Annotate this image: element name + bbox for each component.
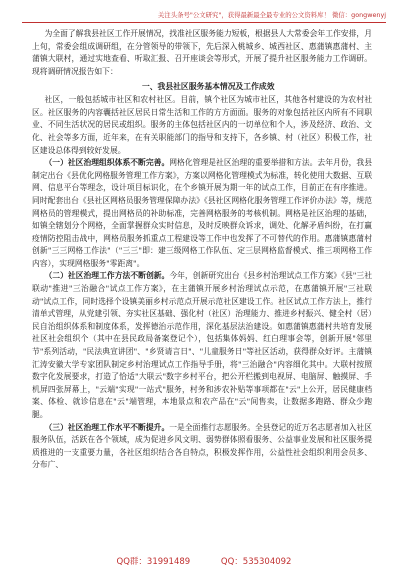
page-footer (0, 555, 408, 567)
header-rule (22, 22, 386, 23)
intro-paragraph: 为全面了解我县社区工作开展情况，找准社区服务能力短板，根据县人大常委会年工作安排，月上旬，常委会组成调研组，在分管领导的带领下，先后深入桃城乡、城西社区、惠蒲镇惠蒲村、主蒲镇大联村，通过实地查看、听取汇报、召开座谈会等形式，开展了提升社区服务能力工作调研。现将调研情况报告如下： (32, 29, 372, 76)
item3-text: 一是全面推行志愿服务。全县登记的近万名志愿者加入社区服务队伍，活跃在各个领域，成为促进乡风文明、弱势群体照看服务、公益事业发展和社区服务提质推进的一支重要力量，各社区组织结合各自特点，积极发挥作用，公益性社会组织利用会员多、分布广、 (32, 422, 373, 470)
section-heading-1: 一、我县社区服务基本情况及工作成效 (141, 82, 275, 92)
item1-paragraph (32, 157, 372, 270)
item2-paragraph (32, 270, 372, 421)
footer-qq-group: QQ群：31991489 (116, 557, 191, 567)
item2-lead: （二）社区治理工作方法不断创新。 (44, 271, 170, 281)
item1-text: 网格化管理是社区治理的重要举措和方法。去年月份，我县制定出台《县优化网格服务管理工作方案》，方案以网格化管理模式为标准，转化使用大数据、互联网、信息平台等理念，设计项目标识化，在个乡镇开展为期一年的试点工作，目前正在有序推进。同时配套出台《县社区网格员服务管理保障办法》《县社区网格化服务管理工作评价办法》等，规范网格员的管理模式，提出网格员的补助标准，完善网格服务的考核机制。网格是社区治理的基础，如镇全辖划分个网格，全面掌握群众实时信息，及时反映群众诉求，调处、化解矛盾纠纷，在打赢疫情防控阻击战中，网格员服务抓重点工程建设等工作中也发挥了不可替代的作用。惠蒲镇惠蒲村创新"三三网格工作法"（"三三"即：建三级网格工作队伍、定三层网格监督模式、推三项网格工作内容），实现网格服务"零距离"。 (32, 158, 373, 268)
item2-text: 今年，创新研究出台《县乡村治理试点工作方案》《县"三社联动"推进"三治融合"试点工作方案》，在主蒲镇开展乡村治理试点示范，在惠蒲镇开展"三社联动"试点工作，同时选择个设镇美丽乡村示范点开展示范社区建设工作。社区试点工作方法上，推行清单式管理，从党建引领、夯实社区基础、强化村（社区）治理能力、推进乡村振兴、健全村（居）民自治组织体系和制度体系，发挥德治示范作用，深化基层法治建设。如惠蒲镇惠蒲村共培育发展社区社会组织个（其中在县民政局备案登记个），包括集体妈妈、红白理事会等，创新开展"邻里节"系列活动，"民法典宣讲团"、"乡贤请言日"、"儿童服务日"等社区活动，获得群众好评。主蒲镇汇涛安徽大学专家团队制定乡村治理试点工作指导手册，将"三治融合"内容细化其中。大联村按照数字化发展要求，打造了恰适"大联云"数字乡村平台，把公开栏搬到电视屏、电脑屏、触摸屏、手机屏四张屏幕上，"云端"实现"一站式"服务，村务和涉农补贴等事项都在"云"上公开，居民健康档案、体检、就诊信息在"云"端管理，本地景点和农产品在"云"间售卖，让数据多跑路、群众少跑腿。 (32, 271, 373, 420)
section1-paragraph: 社区，一般包括城市社区和农村社区。目前，镇个社区为城市社区，其他各村建设的为农村社区。社区服务的内容囊括社区居民日常生活和工作的方方面面。服务的对象包括社区内所有不同职业、不同生活状况的居民或组织。服务的主体包括社区内的一切单位和个人，涉及经济、政治、文化、社会等多方面，近年来，在有关职能部门的指导和支持下，各乡镇、村（社区）积极工作，社区建设总体得到较好发展。 (32, 95, 372, 155)
page-header: 关注头条号"公文研究"，获得最新最全最专业的公文资料库！ 微信：gongwenyj (157, 11, 386, 19)
footer-qq: QQ：535304092 (220, 557, 292, 567)
qq-group-number: 31991489 (146, 557, 191, 567)
item1-lead: （一）社区治理组织体系不断完善。 (44, 158, 170, 168)
item3-lead: （三）社区治理工作水平不断提升。 (44, 422, 170, 432)
qq-number: 535304092 (242, 557, 292, 567)
item3-paragraph (32, 422, 372, 472)
document-body (32, 28, 372, 472)
